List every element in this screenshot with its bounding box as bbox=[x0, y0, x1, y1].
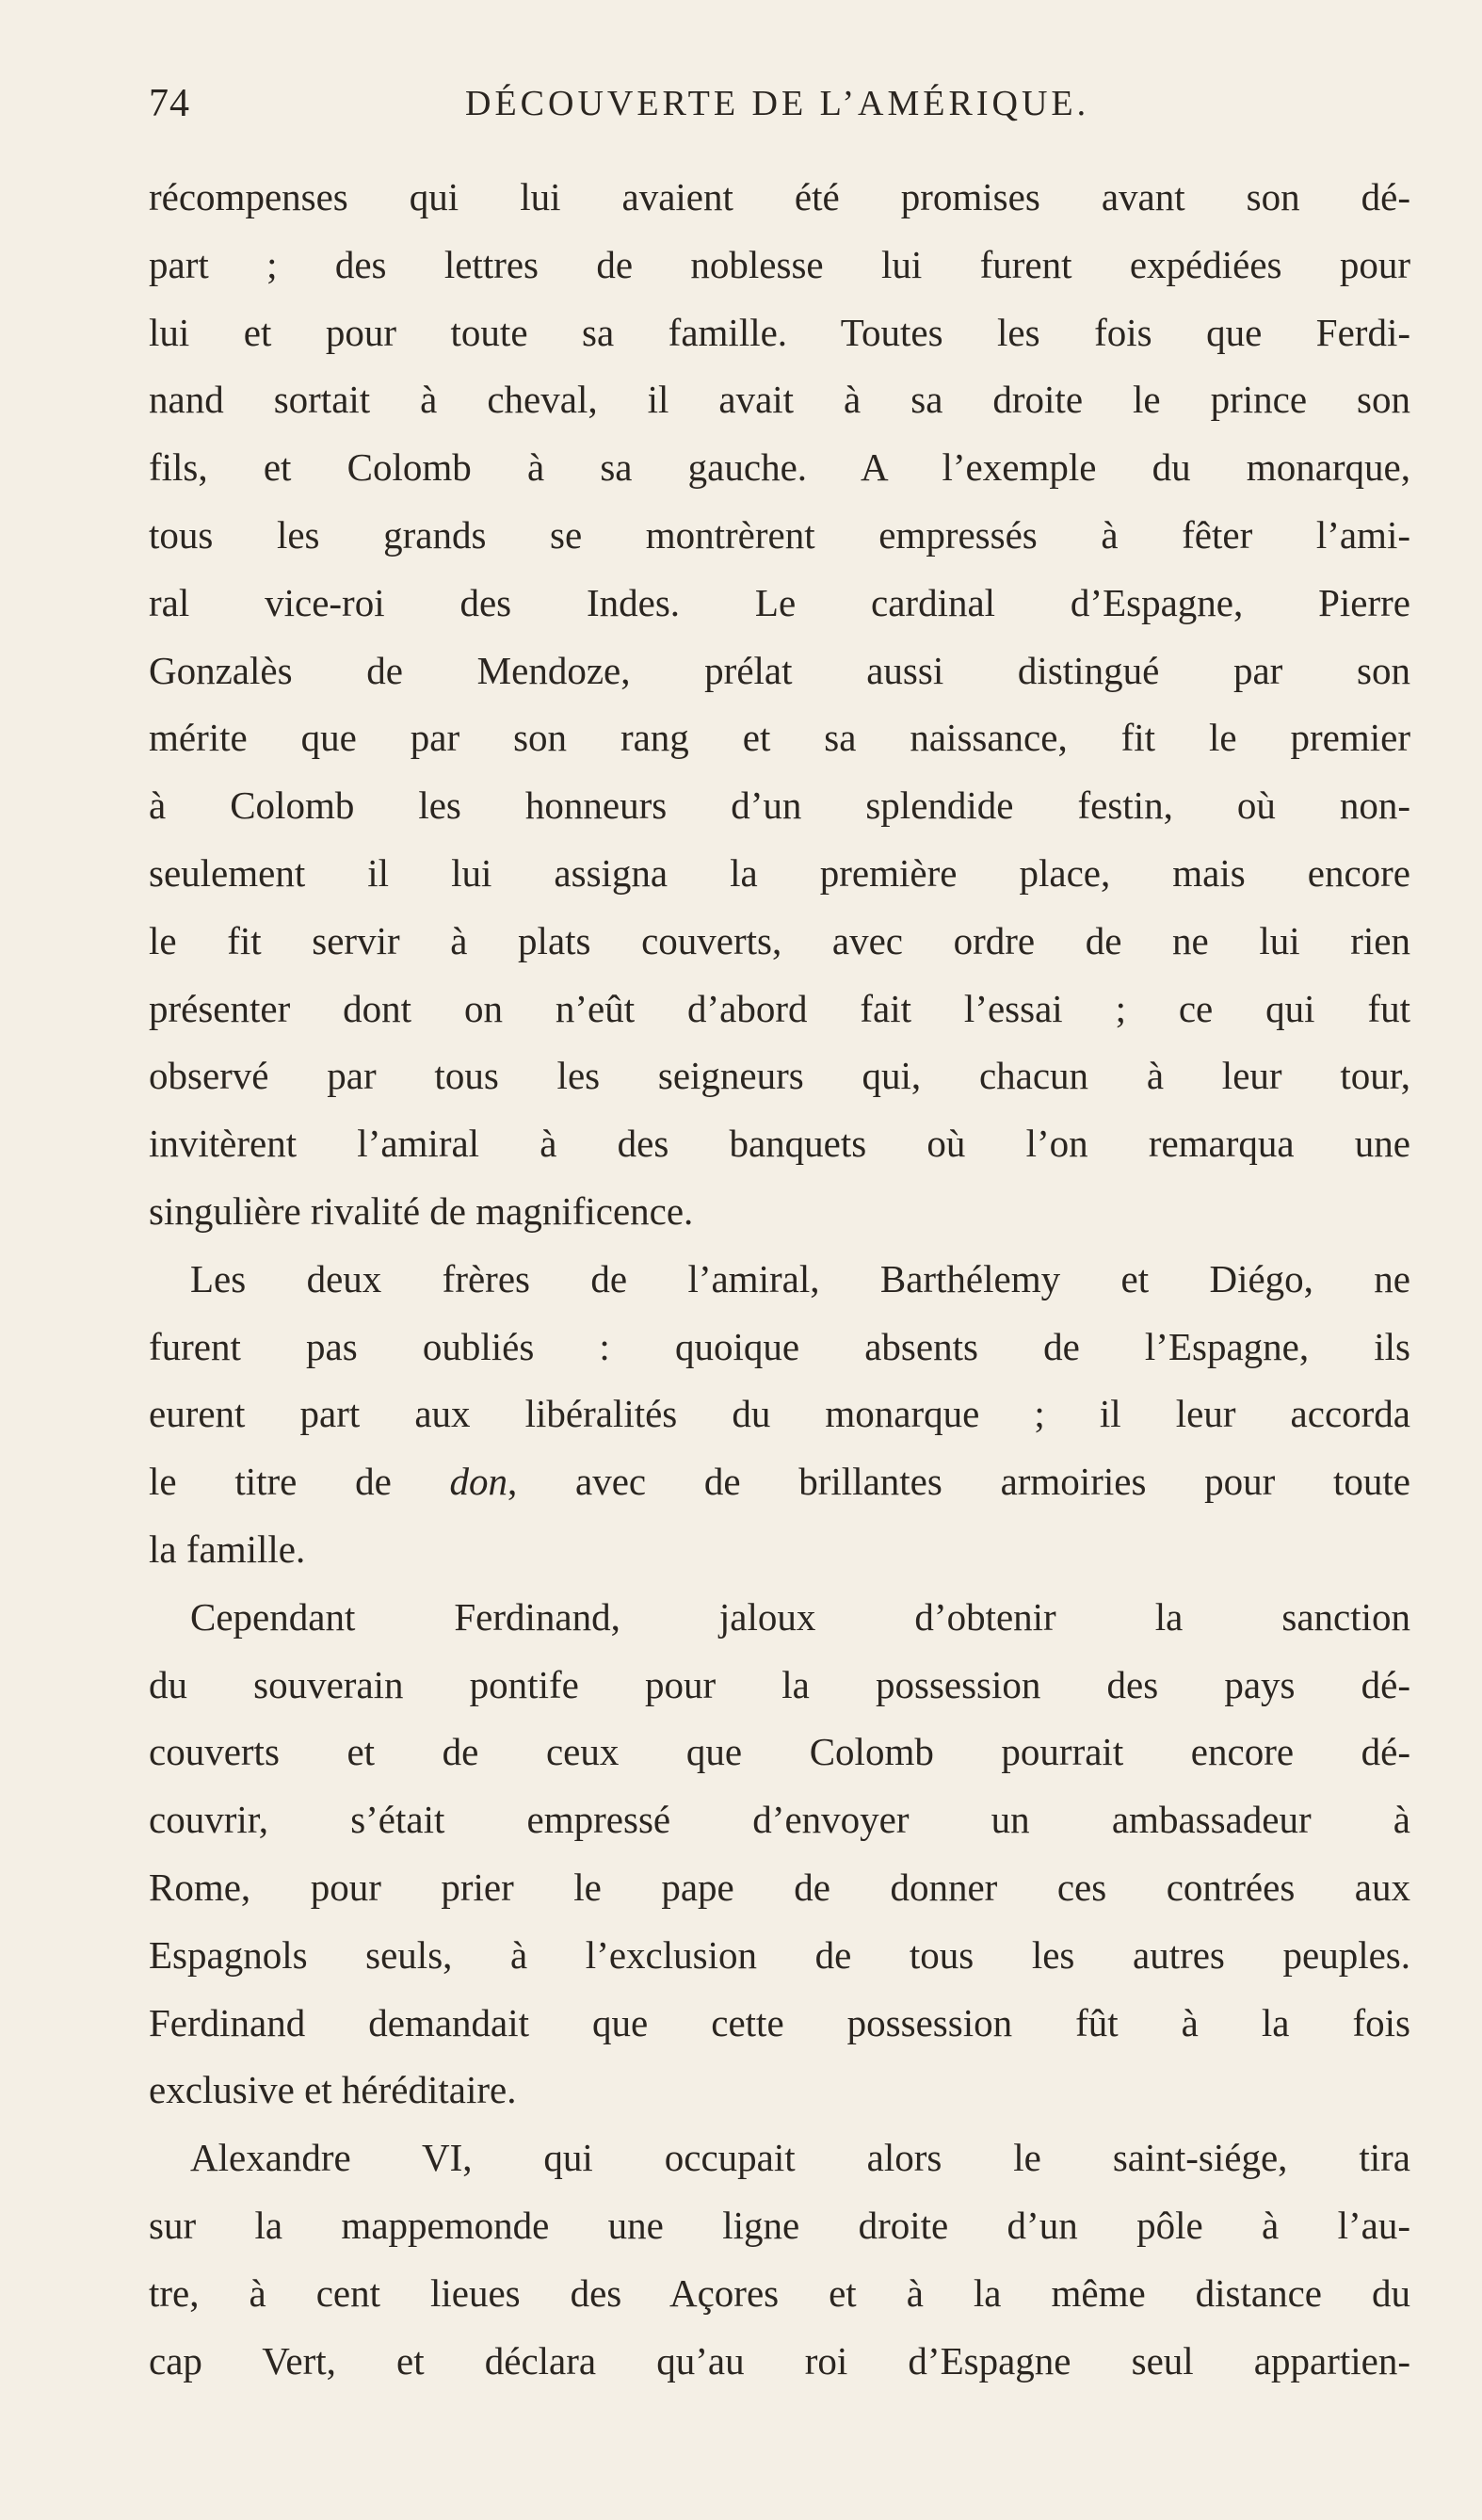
text-line: Alexandre VI, qui occupait alors le saint-siége, tira bbox=[190, 2136, 1410, 2180]
text-line: mérite que par son rang et sa naissance, fit le premier bbox=[149, 716, 1410, 760]
page-number: 74 bbox=[149, 82, 190, 125]
text-line: Ferdinand demandait que cette possession fût à la fois bbox=[149, 2000, 1410, 2044]
text-line: à Colomb les honneurs d’un splendide festin, où non- bbox=[149, 783, 1410, 828]
text-line: Les deux frères de l’amiral, Barthélemy et Diégo, ne bbox=[190, 1256, 1410, 1300]
text-line: eurent part aux libéralités du monarque ; il leur accorda bbox=[149, 1392, 1410, 1436]
page-header bbox=[149, 81, 1410, 137]
text-line: Rome, pour prier le pape de donner ces contrées aux bbox=[149, 1865, 1410, 1909]
running-title: DÉCOUVERTE DE L’AMÉRIQUE. bbox=[465, 84, 1090, 123]
italic-word: don bbox=[449, 1460, 508, 1504]
text-line: lui et pour toute sa famille. Toutes les fois que Ferdi- bbox=[149, 310, 1410, 354]
text-line: cap Vert, et déclara qu’au roi d’Espagne seul appartien- bbox=[149, 2338, 1410, 2383]
text-line: du souverain pontife pour la possession des pays dé- bbox=[149, 1662, 1410, 1706]
paragraph-2 bbox=[149, 1246, 1410, 1584]
text-line: Gonzalès de Mendoze, prélat aussi distingué par son bbox=[149, 648, 1410, 692]
text-line: singulière rivalité de magnificence. bbox=[149, 1188, 694, 1233]
paragraph-1 bbox=[149, 164, 1410, 1246]
text-line: couverts et de ceux que Colomb pourrait encore dé- bbox=[149, 1730, 1410, 1774]
text-fragment: le titre de bbox=[149, 1460, 450, 1504]
text-line: récompenses qui lui avaient été promises avant son dé- bbox=[149, 175, 1410, 218]
text-line-with-italic bbox=[149, 1448, 1410, 1516]
text-line: tous les grands se montrèrent empressés à fêter l’ami- bbox=[149, 512, 1410, 557]
text-line: sur la mappemonde une ligne droite d’un pôle à l’au- bbox=[149, 2203, 1410, 2247]
text-line: exclusive et héréditaire. bbox=[149, 2068, 517, 2112]
text-line: la famille. bbox=[149, 1527, 306, 1571]
text-fragment: , avec de brillantes armoiries pour toute bbox=[507, 1460, 1410, 1504]
text-line: couvrir, s’était empressé d’envoyer un ambassadeur à bbox=[149, 1798, 1410, 1842]
text-line: ral vice-roi des Indes. Le cardinal d’Espagne, Pierre bbox=[149, 580, 1410, 624]
text-line: nand sortait à cheval, il avait à sa droite le prince son bbox=[149, 378, 1410, 422]
text-line: furent pas oubliés : quoique absents de l’Espagne, ils bbox=[149, 1324, 1410, 1368]
text-line: fils, et Colomb à sa gauche. A l’exemple du monarque, bbox=[149, 445, 1410, 490]
text-line: Espagnols seuls, à l’exclusion de tous les autres peuples. bbox=[149, 1932, 1410, 1977]
text-line: seulement il lui assigna la première place, mais encore bbox=[149, 850, 1410, 895]
text-line: observé par tous les seigneurs qui, chacun à leur tour, bbox=[149, 1054, 1410, 1098]
text-line: tre, à cent lieues des Açores et à la même distance du bbox=[149, 2270, 1410, 2315]
text-line: présenter dont on n’eût d’abord fait l’essai ; ce qui fut bbox=[149, 986, 1410, 1030]
paragraph-4 bbox=[149, 2124, 1410, 2395]
text-line: part ; des lettres de noblesse lui furent expédiées pour bbox=[149, 242, 1410, 286]
body-text bbox=[149, 164, 1410, 2395]
text-line: le fit servir à plats couverts, avec ordre de ne lui rien bbox=[149, 918, 1410, 962]
text-line: Cependant Ferdinand, jaloux d’obtenir la sanction bbox=[190, 1594, 1410, 1639]
text-line: invitèrent l’amiral à des banquets où l’on remarqua une bbox=[149, 1122, 1410, 1166]
paragraph-3 bbox=[149, 1584, 1410, 2124]
